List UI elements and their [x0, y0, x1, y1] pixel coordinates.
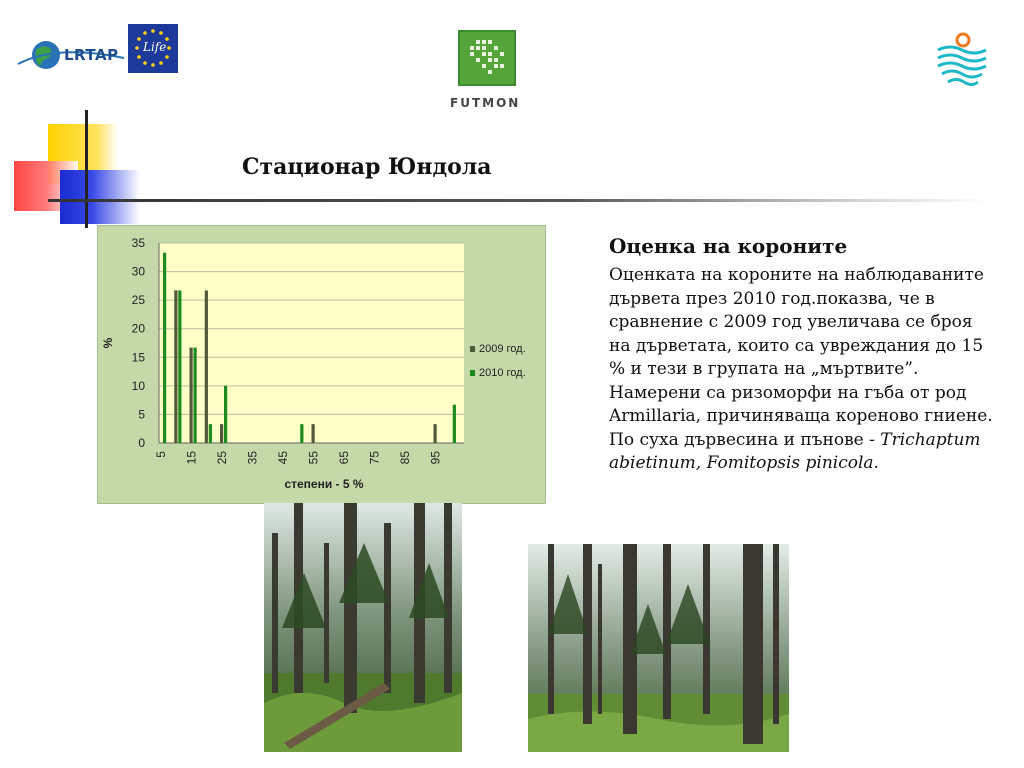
x-tick-label: 55 — [306, 451, 321, 465]
life-logo-text: Life — [143, 40, 167, 54]
y-tick-label: 15 — [131, 350, 145, 365]
x-tick-label: 35 — [245, 451, 260, 465]
bar — [434, 424, 437, 443]
futmon-logo-text: FUTMON — [450, 96, 521, 110]
deco-blue-square — [60, 170, 140, 224]
bar — [174, 290, 177, 443]
bar — [453, 405, 456, 443]
x-axis-title: степени - 5 % — [284, 477, 364, 491]
legend-swatch — [470, 346, 475, 352]
legend-swatch — [470, 370, 475, 376]
bar — [220, 424, 223, 443]
x-tick-label: 45 — [276, 451, 290, 465]
article-body-text: Оценката на короните на наблюдаваните дървета през 2010 год.показва, че в сравнение с 2009 год увеличава се броя на дърветата, които са увреждания до 15 % и тези в групата на „мъртвите”. Намерени са ризоморфи на гъба от род Armillaria, причиняваща кореново гниене. По суха дървесина и пънове - — [609, 265, 993, 450]
x-tick-label: 95 — [428, 451, 443, 465]
x-tick-label: 85 — [398, 451, 412, 465]
y-tick-label: 35 — [131, 236, 145, 250]
forest-photo-right-image — [528, 544, 789, 752]
article-body-species: Trichaptum abietinum, Fomitopsis pinicola. — [609, 429, 981, 473]
crown-assessment-chart — [97, 225, 546, 504]
y-tick-label: 0 — [138, 436, 145, 450]
futmon-logo — [448, 26, 528, 116]
y-tick-label: 30 — [131, 264, 145, 279]
forest-photo-left-image — [264, 503, 462, 752]
bar — [194, 348, 197, 443]
forest-photo-right — [528, 544, 789, 752]
y-tick-label: 10 — [131, 378, 145, 393]
bar — [224, 386, 227, 443]
title-rule — [48, 199, 988, 202]
bar — [300, 424, 303, 443]
y-tick-label: 20 — [131, 321, 145, 336]
x-tick-label: 25 — [215, 451, 229, 465]
sun-waves-logo — [934, 32, 992, 88]
article — [609, 234, 999, 476]
y-tick-label: 5 — [138, 407, 145, 422]
bar — [209, 424, 212, 443]
lrtap-logo-text: LRTAP — [64, 46, 119, 64]
legend-label: 2010 год. — [479, 367, 526, 379]
deco-vertical-line — [85, 110, 88, 228]
article-body — [609, 264, 999, 476]
bar — [178, 290, 181, 443]
eu-life-logo — [128, 24, 178, 73]
legend-label: 2009 год. — [479, 343, 526, 355]
x-tick-label: 65 — [337, 451, 351, 465]
forest-photo-left — [264, 503, 462, 752]
y-axis-title: % — [101, 337, 115, 349]
y-tick-label: 25 — [131, 293, 145, 308]
article-heading: Оценка на короните — [609, 234, 848, 258]
x-tick-label: 5 — [154, 451, 168, 458]
chart-svg — [98, 226, 545, 503]
sun-waves-icon — [934, 32, 992, 88]
bar — [190, 348, 193, 443]
futmon-map-icon — [448, 26, 528, 92]
slide-title: Стационар Юндола — [242, 154, 492, 180]
x-tick-label: 15 — [184, 451, 199, 465]
bar — [205, 290, 208, 443]
bar — [312, 424, 315, 443]
x-tick-label: 75 — [367, 451, 382, 465]
lrtap-logo — [16, 36, 126, 76]
bar — [163, 253, 166, 443]
